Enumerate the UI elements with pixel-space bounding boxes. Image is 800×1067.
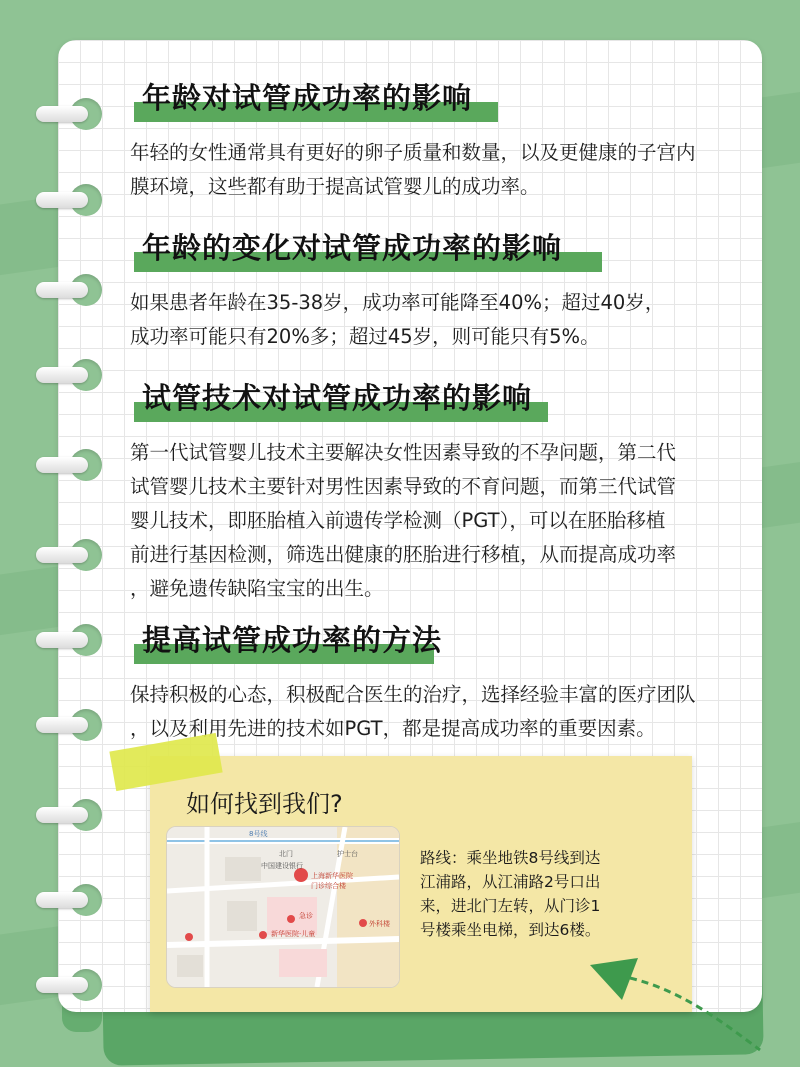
ring-wire [36, 977, 88, 993]
text-line: 如果患者年龄在35-38岁，成功率可能降至40%；超过40岁， [130, 291, 665, 314]
map-label-nurse: 护士台 [337, 850, 358, 858]
section-3-title: 试管技术对试管成功率的影响 [142, 381, 533, 415]
route-line: 号楼乘坐电梯，到达6楼。 [420, 921, 601, 939]
ring-wire [36, 632, 88, 648]
spiral-binding-ring-icon [36, 880, 102, 920]
route-line: 路线：乘坐地铁8号线到达 [420, 849, 601, 867]
spiral-binding-ring-icon [36, 180, 102, 220]
section-3-heading [134, 378, 532, 422]
map-label-line8: 8号线 [249, 830, 268, 838]
section-1-heading [134, 78, 472, 122]
text-line: 膜环境，这些都有助于提高试管婴儿的成功率。 [130, 175, 540, 198]
map-label-hospital: 上海新华医院 [311, 872, 353, 880]
curved-arrow-icon [560, 930, 800, 1067]
ring-wire [36, 282, 88, 298]
section-2-heading [134, 228, 562, 272]
ring-wire [36, 457, 88, 473]
ring-wire [36, 892, 88, 908]
contact-title: 如何找到我们? [186, 790, 343, 818]
map-label-dept: 外科楼 [369, 920, 390, 928]
spiral-binding-ring-icon [36, 445, 102, 485]
text-line: ，以及利用先进的技术如PGT，都是提高成功率的重要因素。 [130, 717, 656, 740]
spiral-binding-ring-icon [36, 94, 102, 134]
text-line: 试管婴儿技术主要针对男性因素导致的不育问题，而第三代试管 [130, 475, 677, 498]
text-line: 婴儿技术，即胚胎植入前遗传学检测（PGT），可以在胚胎移植 [130, 509, 666, 532]
section-2-body [130, 286, 730, 354]
section-3-body [130, 436, 730, 606]
section-1-body [130, 136, 730, 204]
text-line: ，避免遗传缺陷宝宝的出生。 [130, 577, 384, 600]
spiral-binding-ring-icon [36, 270, 102, 310]
text-line: 成功率可能只有20%多；超过45岁，则可能只有5%。 [130, 325, 600, 348]
text-line: 年轻的女性通常具有更好的卵子质量和数量，以及更健康的子宫内 [130, 141, 696, 164]
section-1-title: 年龄对试管成功率的影响 [142, 81, 473, 115]
spiral-binding-ring-icon [36, 795, 102, 835]
section-2-title: 年龄的变化对试管成功率的影响 [142, 231, 563, 265]
text-line: 第一代试管婴儿技术主要解决女性因素导致的不孕问题，第二代 [130, 441, 677, 464]
section-4-title: 提高试管成功率的方法 [142, 623, 443, 657]
location-map[interactable] [166, 826, 400, 988]
section-4-body [130, 678, 730, 746]
ring-wire [36, 106, 88, 122]
spiral-binding-ring-icon [36, 705, 102, 745]
route-description [420, 846, 642, 942]
ring-wire [36, 192, 88, 208]
spiral-binding-ring-icon [36, 965, 102, 1005]
map-label-bank: 中国建设银行 [261, 862, 303, 870]
ring-wire [36, 807, 88, 823]
ring-wire [36, 367, 88, 383]
route-line: 来，进北门左转，从门诊1 [420, 897, 601, 915]
section-4-heading [134, 620, 442, 664]
spiral-binding-ring-icon [36, 620, 102, 660]
map-label-north-gate: 北门 [279, 850, 293, 858]
map-label-pediatric: 新华医院·儿童 [271, 930, 316, 938]
text-line: 前进行基因检测，筛选出健康的胚胎进行移植，从而提高成功率 [130, 543, 677, 566]
route-line: 江浦路，从江浦路2号口出 [420, 873, 601, 891]
text-line: 保持积极的心态，积极配合医生的治疗，选择经验丰富的医疗团队 [130, 683, 696, 706]
ring-wire [36, 717, 88, 733]
spiral-binding-ring-icon [36, 355, 102, 395]
spiral-binding-ring-icon [36, 535, 102, 575]
ring-wire [36, 547, 88, 563]
map-label-outpatient: 门诊综合楼 [311, 882, 346, 890]
map-label-emergency: 急诊 [299, 912, 313, 920]
